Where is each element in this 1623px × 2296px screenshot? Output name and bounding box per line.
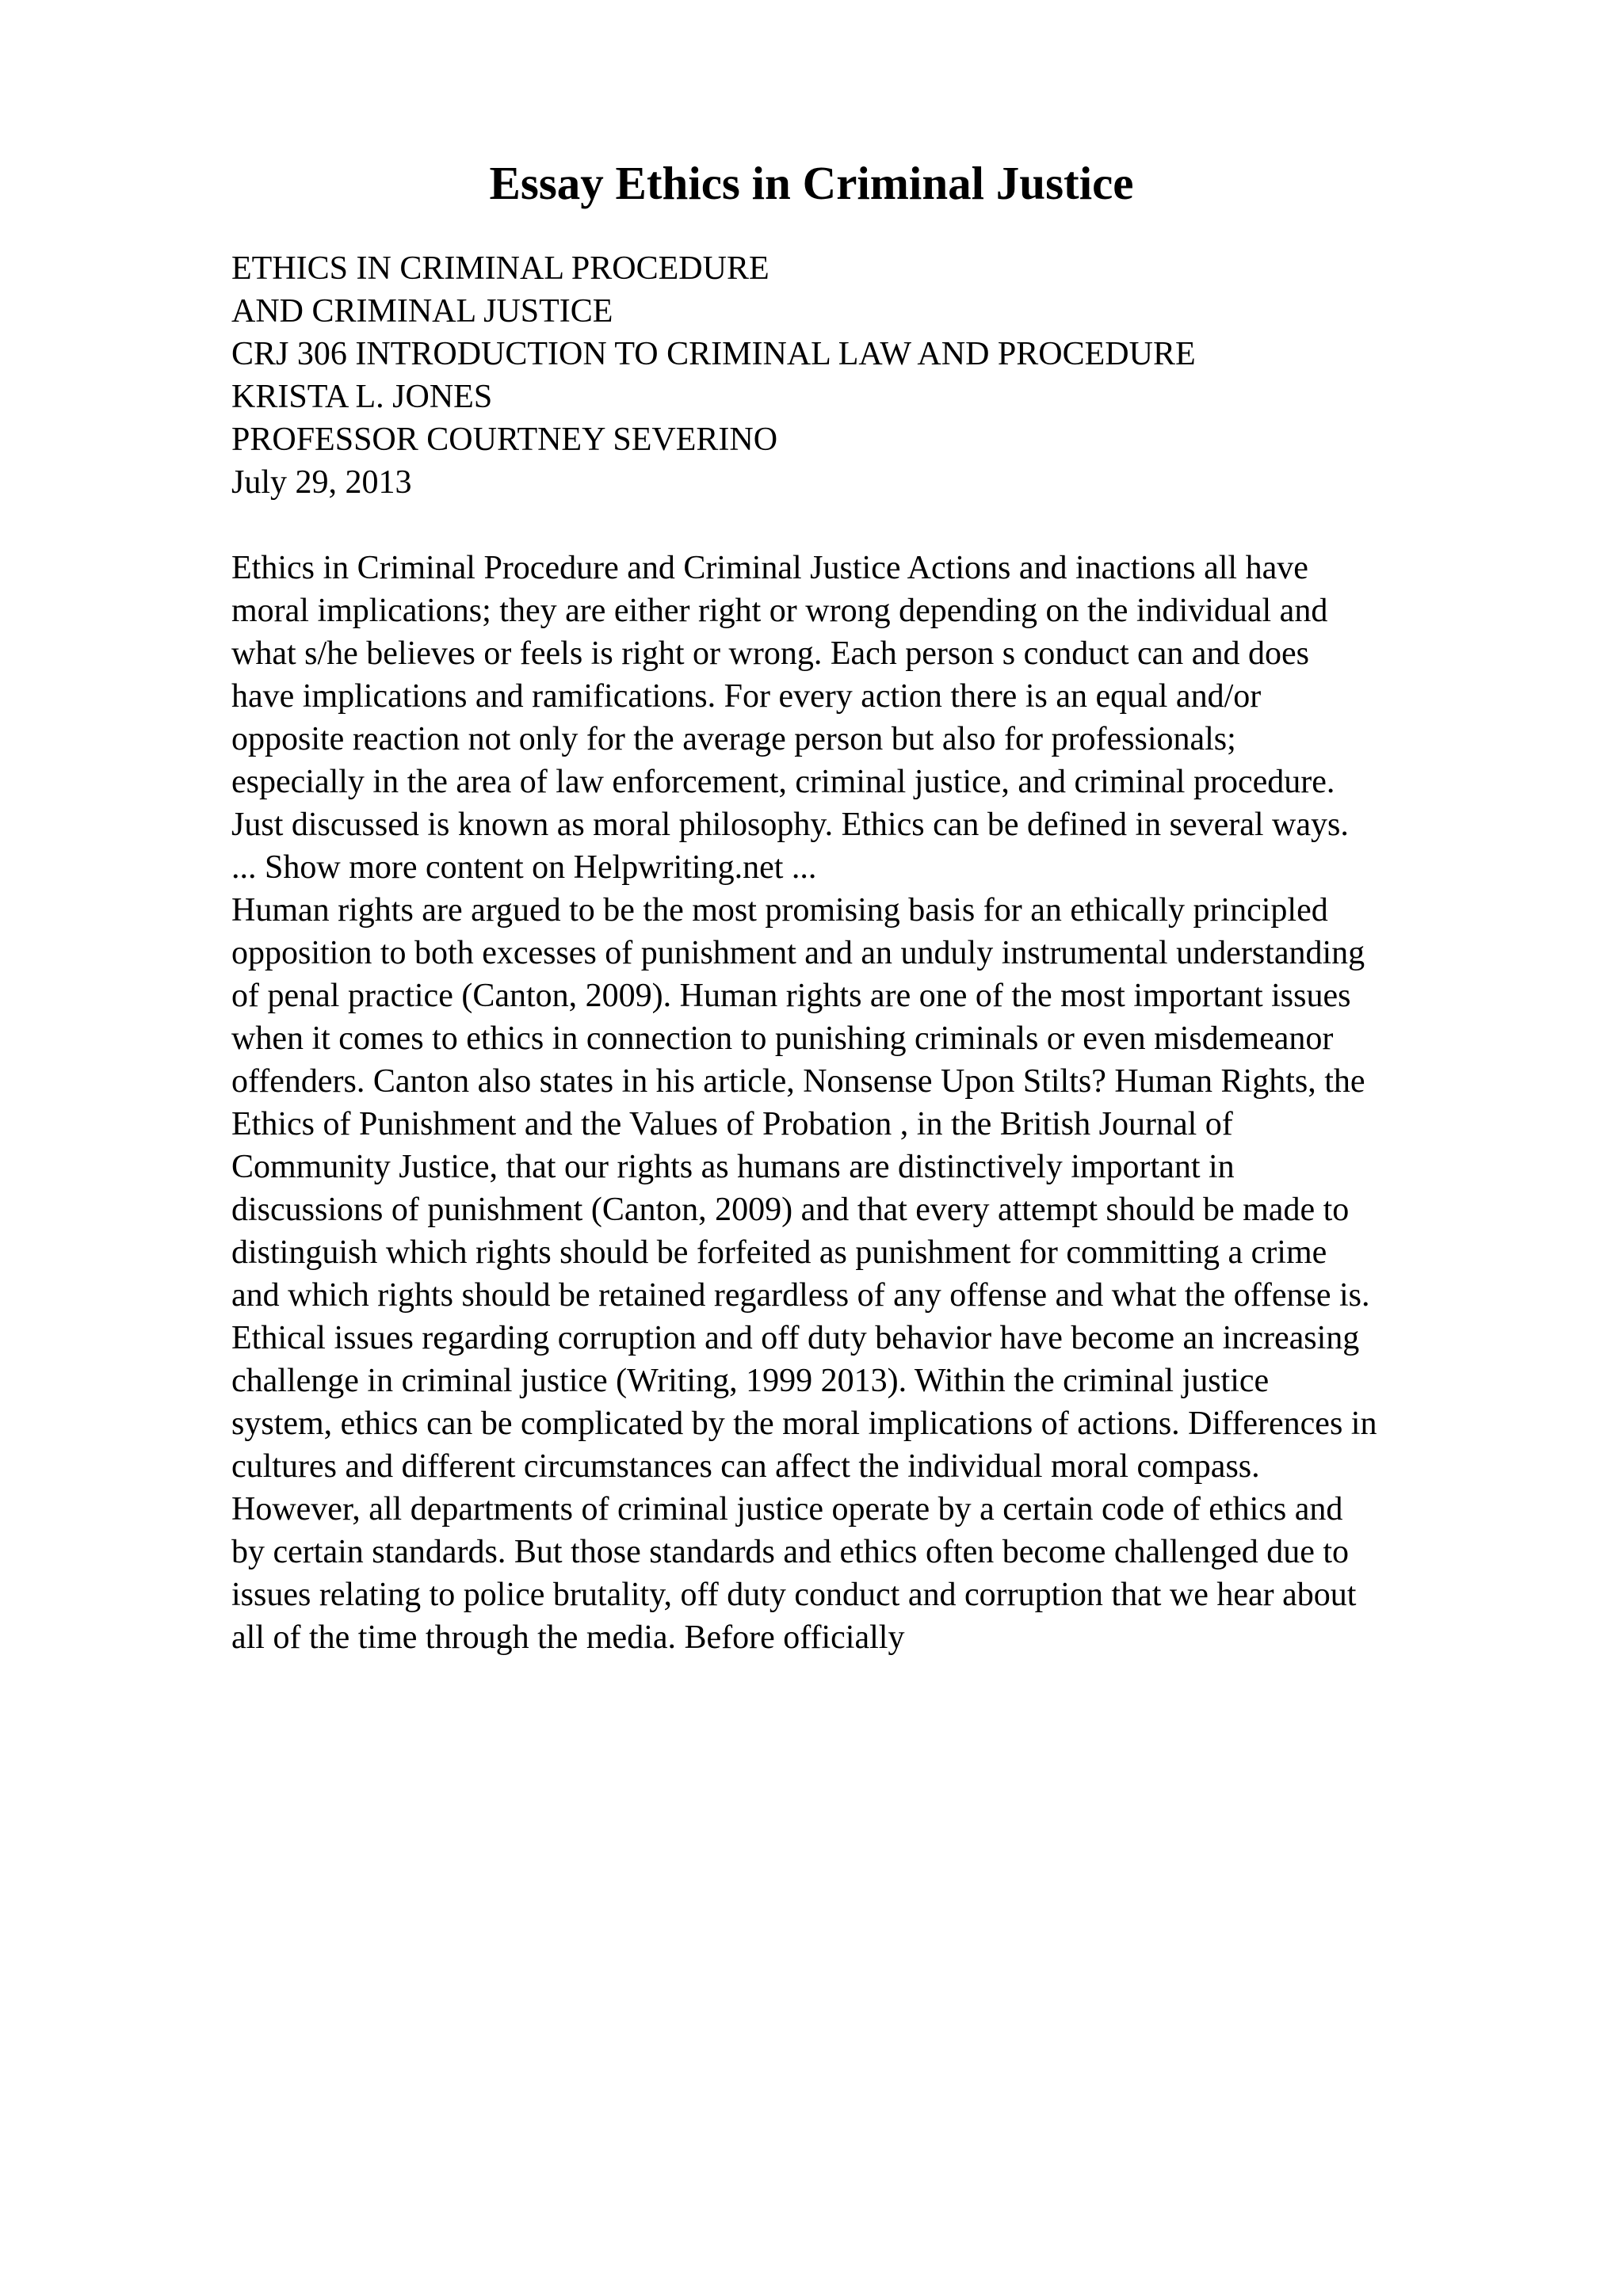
- body-line: have implications and ramifications. For every action there is an equal and/or: [231, 678, 1262, 715]
- body-line: Ethics of Punishment and the Values of Probation , in the British Journal of: [231, 1106, 1233, 1142]
- body-line: offenders. Canton also states in his article, Nonsense Upon Stilts? Human Rights, the: [231, 1063, 1365, 1100]
- body-line: all of the time through the media. Before officially: [231, 1619, 905, 1656]
- body-line: opposite reaction not only for the average person but also for professionals;: [231, 721, 1236, 757]
- body-line: cultures and different circumstances can affect the individual moral compass.: [231, 1448, 1260, 1485]
- body-text: [231, 547, 1515, 1659]
- body-line: Just discussed is known as moral philosophy. Ethics can be defined in several ways.: [231, 807, 1349, 843]
- body-line: However, all departments of criminal justice operate by a certain code of ethics and: [231, 1491, 1343, 1527]
- header-line-course-title-2: AND CRIMINAL JUSTICE: [231, 293, 613, 330]
- body-line: especially in the area of law enforcement, criminal justice, and criminal procedure.: [231, 764, 1335, 800]
- body-line: of penal practice (Canton, 2009). Human rights are one of the most important issues: [231, 978, 1351, 1014]
- document-title: Essay Ethics in Criminal Justice: [489, 157, 1134, 209]
- header-line-author: KRISTA L. JONES: [231, 379, 493, 415]
- body-line: and which rights should be retained regardless of any offense and what the offense is.: [231, 1277, 1370, 1314]
- body-line: Ethical issues regarding corruption and off duty behavior have become an increasing: [231, 1320, 1360, 1356]
- paragraph-gap: [231, 504, 1515, 547]
- body-line: challenge in criminal justice (Writing, 1999 2013). Within the criminal justice: [231, 1363, 1270, 1399]
- body-line: Human rights are argued to be the most promising basis for an ethically principled: [231, 892, 1328, 929]
- body-line: what s/he believes or feels is right or wrong. Each person s conduct can and does: [231, 635, 1309, 672]
- body-line: Community Justice, that our rights as humans are distinctively important in: [231, 1149, 1235, 1185]
- body-line: by certain standards. But those standards and ethics often become challenged due to: [231, 1534, 1350, 1570]
- body-line: system, ethics can be complicated by the moral implications of actions. Differences in: [231, 1405, 1377, 1442]
- header-line-course-title-1: ETHICS IN CRIMINAL PROCEDURE: [231, 250, 769, 287]
- document-content: [231, 247, 1515, 1659]
- show-more-link[interactable]: ... Show more content on Helpwriting.net ...: [231, 849, 817, 886]
- header-block: [231, 247, 1515, 504]
- body-line: Ethics in Criminal Procedure and Criminal Justice Actions and inactions all have: [231, 550, 1308, 586]
- body-line: discussions of punishment (Canton, 2009) and that every attempt should be made to: [231, 1192, 1350, 1228]
- header-line-date: July 29, 2013: [231, 464, 412, 501]
- body-line: distinguish which rights should be forfeited as punishment for committing a crime: [231, 1234, 1327, 1271]
- body-line: issues relating to police brutality, off duty conduct and corruption that we hear about: [231, 1577, 1357, 1613]
- body-line: when it comes to ethics in connection to punishing criminals or even misdemeanor: [231, 1020, 1334, 1057]
- body-line: moral implications; they are either right or wrong depending on the individual and: [231, 593, 1328, 629]
- header-line-professor: PROFESSOR COURTNEY SEVERINO: [231, 421, 778, 458]
- header-line-course-code: CRJ 306 INTRODUCTION TO CRIMINAL LAW AND PROCEDURE: [231, 336, 1196, 372]
- body-line: opposition to both excesses of punishment and an unduly instrumental understanding: [231, 935, 1365, 971]
